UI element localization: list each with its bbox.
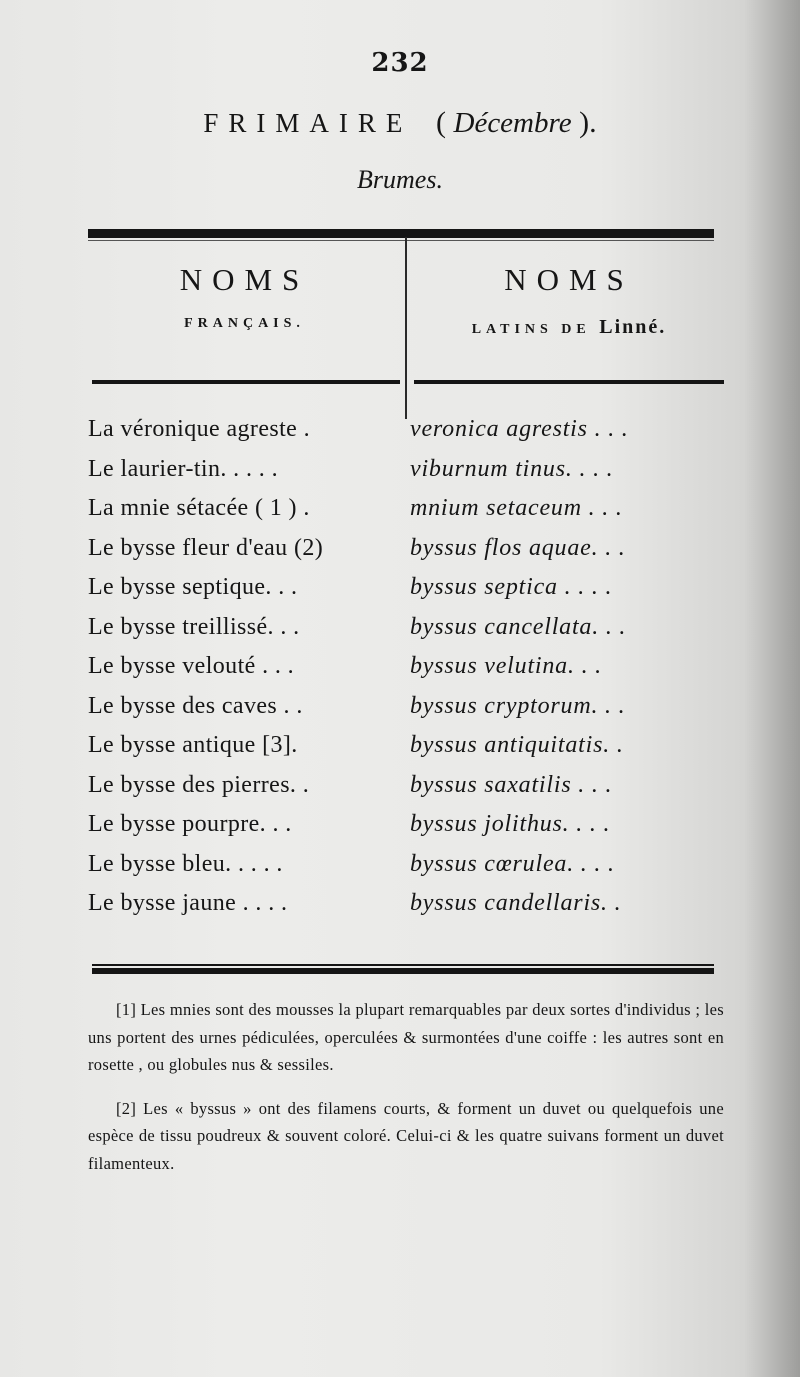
latin-name: byssus jolithus. . . . (410, 811, 611, 838)
latin-column-header (414, 262, 724, 339)
footnote (88, 996, 724, 1079)
footnotes (88, 996, 724, 1193)
french-name: Le bysse jaune . . . . (88, 890, 288, 917)
table-row (88, 608, 728, 648)
table-row (88, 687, 728, 727)
page-title (0, 106, 800, 140)
french-name: Le bysse des pierres. . (88, 771, 310, 798)
french-name: Le bysse bleu. . . . . (88, 850, 283, 877)
latin-name: byssus flos aquae. . . (410, 534, 626, 561)
page-number: 232 (371, 48, 429, 78)
french-name: Le bysse antique [3]. (88, 732, 298, 759)
footnote (88, 1095, 724, 1178)
footnote-text: Les « byssus » ont des filamens courts, & forment un duvet ou quelquefois une espèce de tissu poudreux & souvent coloré. Celui-ci & les quatre suivans forment un duvet filamenteux. (88, 1098, 724, 1173)
french-header-rule (92, 380, 400, 384)
french-name: Le bysse pourpre. . . (88, 811, 292, 838)
french-name: Le bysse des caves . . (88, 692, 303, 719)
latin-header-rule (414, 380, 724, 384)
french-name: Le laurier-tin. . . . . (88, 455, 278, 482)
close-paren: ). (571, 106, 597, 139)
table-top-rule (88, 229, 714, 238)
latin-name: mnium setaceum . . . (410, 495, 623, 522)
latin-name: byssus cœrulea. . . . (410, 850, 615, 877)
names-table-body (88, 410, 728, 924)
table-row (88, 647, 728, 687)
table-top-rule-thin (88, 240, 714, 241)
french-name: Le bysse treillissé. . . (88, 613, 300, 640)
latin-name: byssus candellaris. . (410, 890, 622, 917)
table-row (88, 766, 728, 806)
latin-name: byssus septica . . . . (410, 574, 613, 601)
latin-header-subtitle-name: Linné. (599, 316, 667, 338)
french-header-subtitle: FRANÇAIS. (184, 316, 305, 331)
french-name: Le bysse fleur d'eau (2) (88, 534, 324, 561)
french-name: Le bysse velouté . . . (88, 653, 295, 680)
french-column-header (92, 262, 397, 332)
section-title: Brumes. (357, 165, 443, 194)
table-row (88, 845, 728, 885)
french-name: Le bysse septique. . . (88, 574, 298, 601)
latin-name: byssus antiquitatis. . (410, 732, 624, 759)
footnote-text: Les mnies sont des mousses la plupart remarquables par deux sortes d'individus ; les uns portent des urnes pédiculées, operculées & surmontées d'une coiffe : les autres sont en rosette , ou globules nus & sessiles. (88, 1000, 724, 1074)
latin-header-title: NOMS (504, 262, 634, 297)
latin-header-subtitle-pre: LATINS DE (471, 322, 600, 337)
footnote-ref: [1] (116, 1000, 137, 1019)
table-row (88, 805, 728, 845)
table-row (88, 884, 728, 924)
table-row (88, 450, 728, 490)
table-bottom-rule (92, 964, 714, 966)
table-row (88, 568, 728, 608)
gregorian-month: Décembre (453, 107, 572, 139)
latin-name: veronica agrestis . . . (410, 416, 629, 443)
table-bottom-rule-thick (92, 968, 714, 974)
latin-header-subtitle (414, 316, 724, 339)
latin-name: byssus saxatilis . . . (410, 771, 613, 798)
column-divider (405, 237, 407, 419)
footnote-ref: [2] (116, 1098, 137, 1118)
table-row (88, 410, 728, 450)
latin-name: byssus cancellata. . . (410, 613, 627, 640)
table-row (88, 529, 728, 569)
latin-name: byssus velutina. . . (410, 653, 602, 680)
month-name: FRIMAIRE (203, 108, 413, 138)
open-paren: ( (421, 106, 454, 139)
french-name: La mnie sétacée ( 1 ) . (88, 495, 310, 522)
latin-name: viburnum tinus. . . . (410, 455, 614, 482)
table-row (88, 726, 728, 766)
table-row (88, 489, 728, 529)
french-header-title: NOMS (179, 262, 310, 297)
french-name: La véronique agreste . (88, 416, 311, 443)
latin-name: byssus cryptorum. . . (410, 692, 626, 719)
